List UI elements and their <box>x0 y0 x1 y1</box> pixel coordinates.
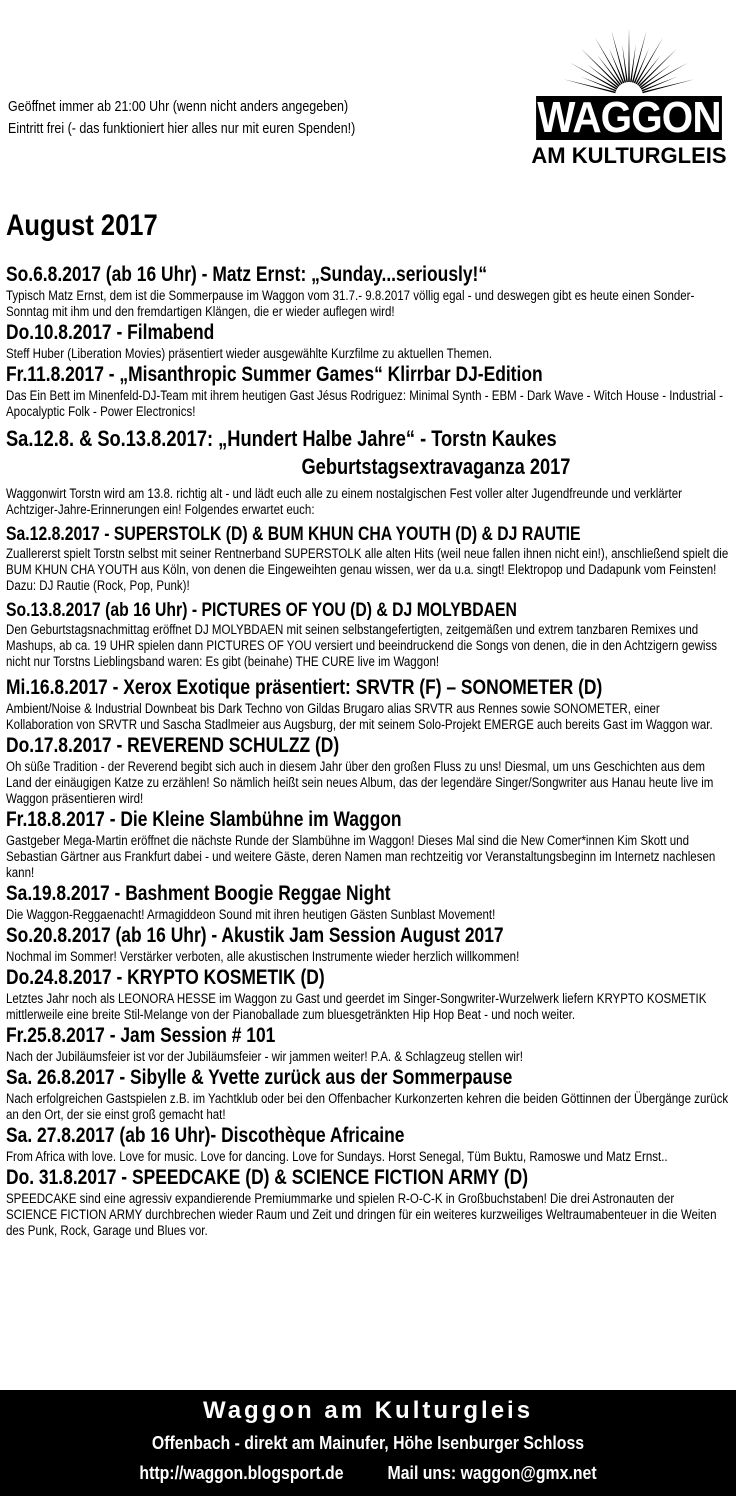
event-item <box>6 320 730 362</box>
event-title: Fr.18.8.2017 - Die Kleine Slambühne im Waggon <box>6 808 402 831</box>
event-item <box>6 1123 730 1165</box>
event-description: Letztes Jahr noch als LEONORA HESSE im Waggon zu Gast und geerdet im Singer-Songwriter-Wurzelwerk liefern KRYPTO KOSMETIK mittlerweile eine breite Stil-Melange von der Pianoballade zum bluesgetränkten Hip Hop Beat - und noch weiter. <box>6 991 707 1022</box>
footer-contact <box>44 1458 692 1488</box>
footer-venue-name: Waggon am Kulturgleis <box>202 1397 534 1424</box>
event-item <box>6 675 730 733</box>
event-description: Steff Huber (Liberation Movies) präsentiert wieder ausgewählte Kurzfilme zu aktuellen Themen. <box>6 346 493 361</box>
waggon-logo <box>528 12 730 172</box>
event-item <box>6 1065 730 1123</box>
event-item <box>6 807 730 881</box>
event-title: So.20.8.2017 (ab 16 Uhr) - Akustik Jam Session August 2017 <box>6 924 504 947</box>
sunburst-icon <box>528 12 730 98</box>
event-description: Die Waggon-Reggaenacht! Armagiddeon Sound mit ihren heutigen Gästen Sunblast Movement! <box>6 907 496 922</box>
event-item <box>6 1023 730 1065</box>
event-item <box>6 965 730 1023</box>
event-title: Fr.25.8.2017 - Jam Session # 101 <box>6 1024 276 1047</box>
event-description: Das Ein Bett im Minenfeld-DJ-Team mit ihrem heutigen Gast Jésus Rodriguez: Minimal Synth - EBM - Dark Wave - Witch House - Industrial - Apocalyptic Folk - Power Electronics! <box>6 388 723 419</box>
event-description: Nach erfolgreichen Gastspielen z.B. im Yachtklub oder bei den Offenbacher Kurkonzerten kehren die beiden Göttinnen der Übergänge zurück an den Ort, der sie einst groß gemacht hat! <box>6 1091 729 1122</box>
event-title: Sa. 27.8.2017 (ab 16 Uhr)- Discothèque Africaine <box>6 1124 405 1147</box>
event-description: Zuallererst spielt Torstn selbst mit seiner Rentnerband SUPERSTOLK alle alten Hits (weil neue fallen ihnen nicht ein!), anschließend spielt die BUM KHUN CHA YOUTH aus Köln, von denen die Eingeweihten genau wissen, wer da u.a. singt! Elektropop und Dadapunk vom Feinsten! Dazu: DJ Rautie (Rock, Pop, Punk)! <box>6 546 729 593</box>
event-title: Sa.19.8.2017 - Bashment Boogie Reggae Night <box>6 882 391 905</box>
intro-text <box>8 96 355 140</box>
event-item <box>6 523 730 594</box>
event-description: Den Geburtstagsnachmittag eröffnet DJ MOLYBDAEN mit seinen selbstangefertigten, zeitgemäßen und extrem tanzbaren Remixes und Mashups, ab ca. 19 UHR spielen dann PICTURES OF YOU versiert und beeindruckend die Songs von denen, die in den Achtzigern gewiss nicht nur Torstns Lieblingsband waren: Es gibt (beinahe) THE CURE live im Waggon! <box>6 622 717 669</box>
logo-name: WAGGON <box>537 93 721 142</box>
entry-info: Eintritt frei (- das funktioniert hier alles nur mit euren Spenden!) <box>8 121 356 137</box>
event-item <box>6 262 730 320</box>
footer <box>0 1390 736 1496</box>
event-item <box>6 425 730 518</box>
event-item <box>6 1165 730 1239</box>
footer-website-link[interactable]: http://waggon.blogsport.de <box>139 1463 344 1483</box>
event-description: Nochmal im Sommer! Verstärker verboten, alle akustischen Instrumente wieder herzlich willkommen! <box>6 949 520 964</box>
event-title: Do.10.8.2017 - Filmabend <box>6 321 215 344</box>
event-item <box>6 362 730 420</box>
event-description: SPEEDCAKE sind eine agressiv expandierende Premiummarke und spielen R-O-C-K in Großbuchstaben! Die drei Astronauten der SCIENCE FICTION ARMY durchbrechen wieder Raum und Zeit und dringen für ein weiteres kurzweiliges Weltraumabenteuer in die Weiten des Punk, Rock, Garage und Blues vor. <box>6 1191 717 1238</box>
event-description: Waggonwirt Torstn wird am 13.8. richtig alt - und lädt euch alle zu einem nostalgischen Fest voller alter Jugendfreunde und verklärter Achtziger-Jahre-Erinnerungen ein! Folgendes erwartet euch: <box>6 486 682 517</box>
event-item <box>6 599 730 670</box>
event-description: Gastgeber Mega-Martin eröffnet die nächste Runde der Slambühne im Waggon! Dieses Mal sind die New Comer*innen Kim Skott und Sebastian Gärtner aus Frankfurt dabei - und weitere Gäste, deren Namen man rechtzeitig vor Veranstaltungsbeginn im Internetz nachlesen kann! <box>6 833 716 880</box>
event-description: Oh süße Tradition - der Reverend begibt sich auch in diesem Jahr über den großen Fluss zu uns! Diesmal, um uns Geschichten aus dem Land der einäugigen Katze zu erzählen! So nämlich heißt sein neues Album, das der legendäre Singer/Songwriter aus Hanau heute live im Waggon präsentieren wird! <box>6 759 714 806</box>
event-description: Typisch Matz Ernst, dem ist die Sommerpause im Waggon vom 31.7.- 9.8.2017 völlig egal - und deswegen gibt es heute einen Sonder-Sonntag mit ihm und den fremdartigen Klängen, die er wieder auflegen wird! <box>6 288 695 319</box>
event-title-continued: Geburtstagsextravaganza 2017 <box>301 454 571 479</box>
event-title: Sa. 26.8.2017 - Sibylle & Yvette zurück aus der Sommerpause <box>6 1066 513 1089</box>
event-title: Sa.12.8.2017 - SUPERSTOLK (D) & BUM KHUN CHA YOUTH (D) & DJ RAUTIE <box>6 524 581 545</box>
opening-hours: Geöffnet immer ab 21:00 Uhr (wenn nicht anders angegeben) <box>8 99 349 115</box>
event-title: So.13.8.2017 (ab 16 Uhr) - PICTURES OF YOU (D) & DJ MOLYBDAEN <box>6 600 517 621</box>
event-item <box>6 733 730 807</box>
event-description: Nach der Jubiläumsfeier ist vor der Jubiläumsfeier - wir jammen weiter! P.A. & Schlagzeug stellen wir! <box>6 1049 523 1064</box>
event-title: Do.17.8.2017 - REVEREND SCHULZZ (D) <box>6 734 340 757</box>
month-heading: August 2017 <box>6 209 158 242</box>
footer-address: Offenbach - direkt am Mainufer, Höhe Isenburger Schloss <box>151 1433 585 1453</box>
event-title: Do. 31.8.2017 - SPEEDCAKE (D) & SCIENCE FICTION ARMY (D) <box>6 1166 529 1189</box>
footer-mail-link[interactable]: Mail uns: waggon@gmx.net <box>387 1463 597 1483</box>
event-title: Do.24.8.2017 - KRYPTO KOSMETIK (D) <box>6 966 325 989</box>
logo-subtitle: AM KULTURGLEIS <box>531 143 727 168</box>
event-item <box>6 923 730 965</box>
event-title: Sa.12.8. & So.13.8.2017: „Hundert Halbe Jahre“ - Torstn Kaukes <box>6 426 557 451</box>
event-item <box>6 881 730 923</box>
event-title: So.6.8.2017 (ab 16 Uhr) - Matz Ernst: „Sunday...seriously!“ <box>6 263 488 286</box>
event-description: Ambient/Noise & Industrial Downbeat bis Dark Techno von Gildas Brugaro alias SRVTR aus Rennes sowie SONOMETER, einer Kollaboration von SRVTR und Sascha Stadlmeier aus Augsburg, der mit seinem Solo-Projekt EMERGE auch bereits Gast im Waggon war. <box>6 701 713 732</box>
event-title: Fr.11.8.2017 - „Misanthropic Summer Games“ Klirrbar DJ-Edition <box>6 363 543 386</box>
event-list <box>6 262 730 1239</box>
event-title: Mi.16.8.2017 - Xerox Exotique präsentiert: SRVTR (F) – SONOMETER (D) <box>6 676 603 699</box>
event-description: From Africa with love. Love for music. Love for dancing. Love for Sundays. Horst Senegal, Tüm Buktu, Ramoswe und Matz Ernst.. <box>6 1149 668 1164</box>
